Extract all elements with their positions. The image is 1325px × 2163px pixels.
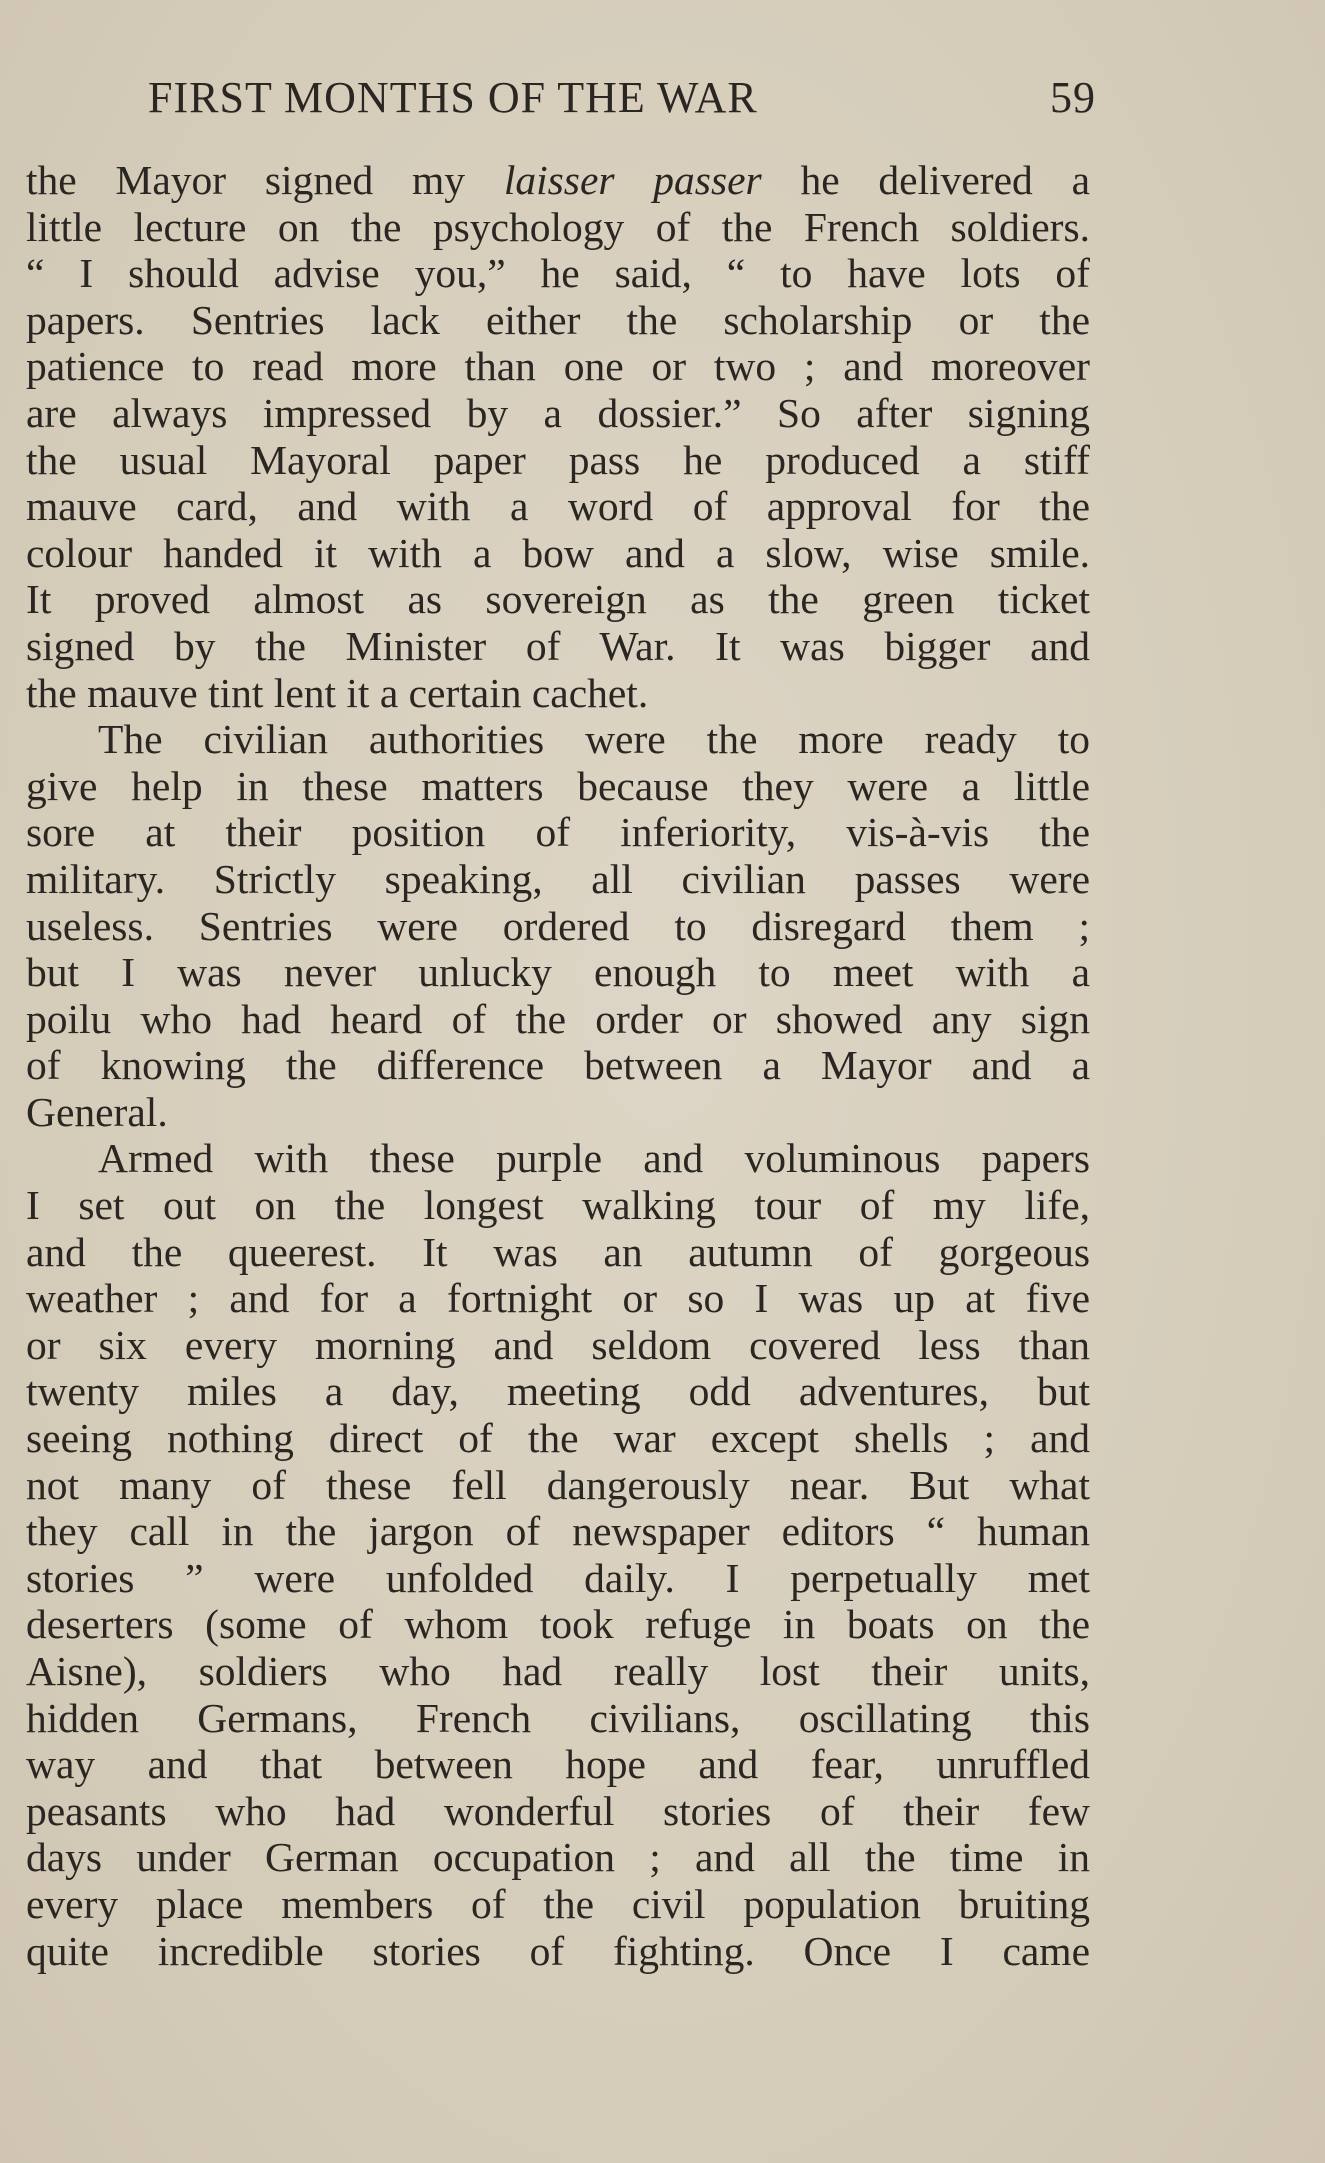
text-line: colour handed it with a bow and a slow, wise smile. — [26, 529, 1090, 576]
body-text — [26, 157, 1090, 1974]
text-line: weather ; and for a fortnight or so I was up at five — [26, 1275, 1090, 1322]
text-line: and the queerest. It was an autumn of gorgeous — [26, 1228, 1090, 1275]
text-line: The civilian authorities were the more ready to — [98, 716, 1090, 763]
text-line: I set out on the longest walking tour of my life, — [26, 1182, 1090, 1229]
text-line: mauve card, and with a word of approval for the — [26, 483, 1090, 530]
text-line: way and that between hope and fear, unruffled — [26, 1741, 1090, 1788]
text-line — [26, 157, 1090, 204]
text-line: or six every morning and seldom covered less than — [26, 1321, 1090, 1368]
text-line: give help in these matters because they were a little — [26, 762, 1090, 809]
text-line: the usual Mayoral paper pass he produced a stiff — [26, 436, 1090, 483]
text-segment: he delivered a — [761, 157, 1090, 203]
running-title: FIRST MONTHS OF THE WAR — [148, 73, 758, 122]
text-line: peasants who had wonderful stories of their few — [26, 1787, 1090, 1834]
text-line: papers. Sentries lack either the scholarship or the — [26, 296, 1090, 343]
text-line: hidden Germans, French civilians, oscillating this — [26, 1694, 1090, 1741]
text-line: are always impressed by a dossier.” So after signing — [26, 389, 1090, 436]
text-line: not many of these fell dangerously near. But what — [26, 1461, 1090, 1508]
text-line: they call in the jargon of newspaper editors “ human — [26, 1508, 1090, 1555]
text-segment: the Mayor signed my — [26, 157, 504, 203]
text-line: seeing nothing direct of the war except shells ; and — [26, 1415, 1090, 1462]
text-line: signed by the Minister of War. It was bigger and — [26, 622, 1090, 669]
italic-phrase: laisser passer — [503, 157, 762, 203]
text-line: Aisne), soldiers who had really lost their units, — [26, 1648, 1090, 1694]
text-line: poilu who had heard of the order or showed any sign — [26, 995, 1090, 1042]
page-number: 59 — [1050, 73, 1096, 122]
text-line: “ I should advise you,” he said, “ to have lots of — [26, 250, 1090, 297]
text-line: stories ” were unfolded daily. I perpetually met — [26, 1554, 1090, 1601]
text-line: Armed with these purple and voluminous papers — [98, 1135, 1090, 1182]
text-line: patience to read more than one or two ; and moreover — [26, 343, 1090, 390]
text-line: quite incredible stories of fighting. Once I came — [26, 1927, 1090, 1974]
text-line: days under German occupation ; and all the time in — [26, 1834, 1090, 1881]
text-line: every place members of the civil population bruiting — [26, 1880, 1090, 1927]
text-line: deserters (some of whom took refuge in boats on the — [26, 1601, 1090, 1648]
text-line: General. — [26, 1088, 168, 1135]
text-line: of knowing the difference between a Mayor and a — [26, 1042, 1090, 1089]
text-line: the mauve tint lent it a certain cachet. — [26, 669, 649, 716]
text-line: sore at their position of inferiority, vis-à-vis the — [26, 809, 1090, 856]
text-line: military. Strictly speaking, all civilian passes were — [26, 855, 1090, 902]
text-line: It proved almost as sovereign as the green ticket — [26, 576, 1090, 623]
text-line: twenty miles a day, meeting odd adventures, but — [26, 1368, 1090, 1415]
text-line: useless. Sentries were ordered to disregard them ; — [26, 902, 1090, 949]
page-header — [148, 72, 1096, 132]
text-line: but I was never unlucky enough to meet with a — [26, 949, 1090, 996]
text-line: little lecture on the psychology of the French soldiers. — [26, 203, 1090, 250]
